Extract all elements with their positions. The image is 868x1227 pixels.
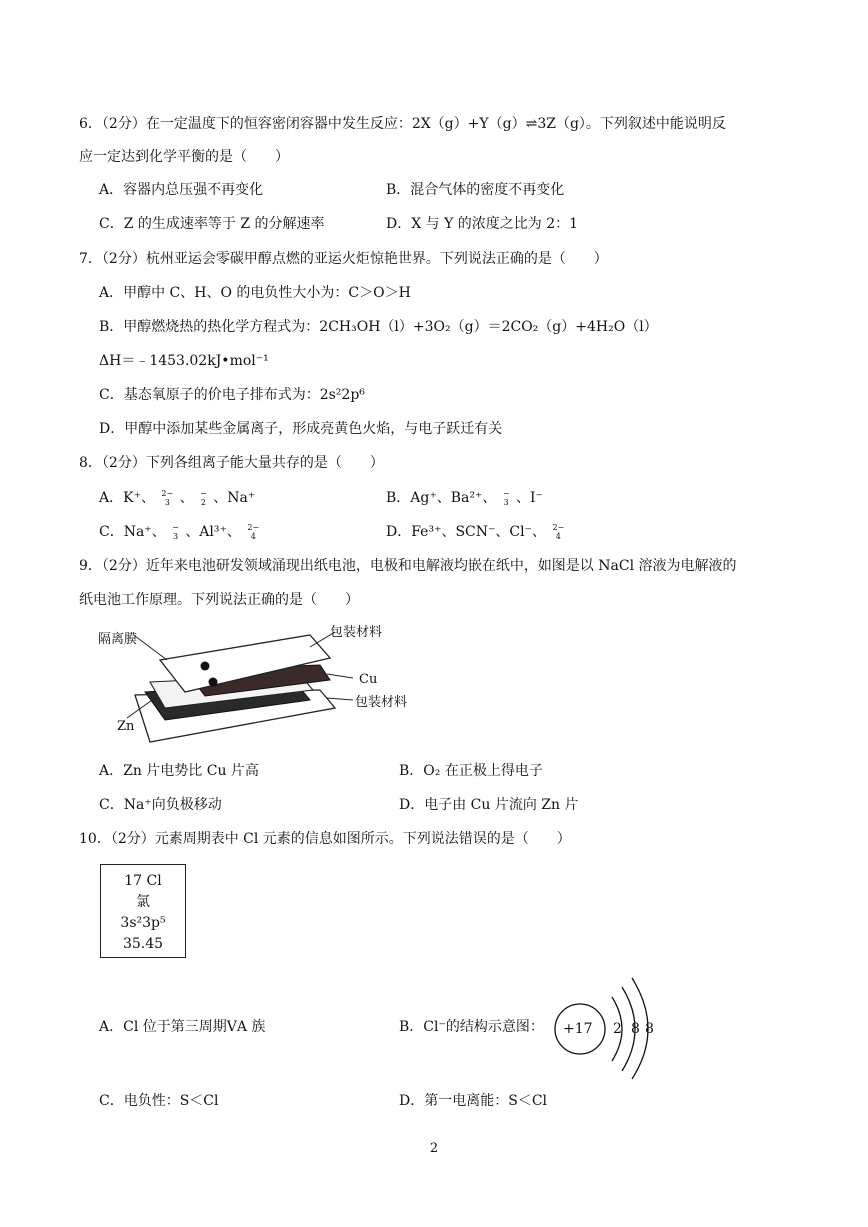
q7-option-d: D．甲醇中添加某些金属离子，形成亮黄色火焰，与电子跃迁有关 [99,421,503,437]
q6-option-c: C．Z 的生成速率等于 Z 的分解速率 [99,216,325,232]
q9-option-c: C．Na⁺向负极移动 [99,797,222,813]
element-name: 氯 [136,894,150,910]
q6-stem-line1: 6．（2分）在一定温度下的恒容密闭容器中发生反应：2X（g）+Y（g）⇌3Z（g）。下列叙述中能说明反 [79,116,726,132]
atomic-mass: 35.45 [122,936,164,952]
label-packaging-bottom: 包装材料 [355,695,408,710]
q9-option-a: A．Zn 片电势比 Cu 片高 [99,763,259,779]
q10-option-d: D．第一电离能：S＜Cl [399,1093,548,1109]
q8-stem: 8．（2分）下列各组离子能大量共存的是（ ） [79,455,384,471]
ion-fraction: − 3 [172,523,179,541]
hole [209,678,218,687]
q10-stem: 10．（2分）元素周期表中 Cl 元素的信息如图所示。下列说法错误的是（ ） [79,831,571,847]
label-packaging-top: 包装材料 [330,625,383,640]
q8-option-a: A．K⁺、 2− 3 、 − 2 、Na⁺ [99,489,256,507]
q9-stem-line2: 纸电池工作原理。下列说法正确的是（ ） [79,592,359,608]
label-membrane: 隔离膜 [98,632,138,647]
element-card-chlorine [100,864,186,958]
shell-1-count: 2 [613,1021,622,1037]
valence-configuration: 3s²3p⁵ [120,915,166,931]
element-symbol: 17 Cl [124,873,162,889]
q7-option-a: A．甲醇中 C、H、O 的电负性大小为：C＞O＞H [99,285,411,301]
q9-option-b: B．O₂ 在正极上得电子 [399,763,543,779]
q7-option-b: B．甲醇燃烧热的热化学方程式为：2CH₃OH（l）+3O₂（g）＝2CO₂（g）+4H₂O（l） [99,319,658,335]
ion-fraction: 2− 4 [247,523,260,541]
ion-fraction: 2− 3 [161,489,174,507]
q8-option-d: D．Fe³⁺、SCN⁻、Cl⁻、 2− 4 [386,523,565,541]
q10-option-a: A．Cl 位于第三周期ⅤA 族 [99,1019,266,1035]
q6-option-a: A．容器内总压强不再变化 [99,182,264,198]
q9-option-d: D．电子由 Cu 片流向 Zn 片 [399,797,579,813]
q6-option-b: B．混合气体的密度不再变化 [386,182,565,198]
q6-option-d: D．X 与 Y 的浓度之比为 2：1 [386,216,579,232]
q7-option-b-cont: ΔH＝﹣1453.02kJ•mol⁻¹ [99,353,269,369]
q7-stem: 7．（2分）杭州亚运会零碳甲醇点燃的亚运火炬惊艳世界。下列说法正确的是（ ） [79,251,608,267]
q10-option-b: B．Cl⁻的结构示意图： [399,1019,544,1035]
page-number: 2 [429,1141,439,1156]
q9-stem-line1: 9．（2分）近年来电池研发领域涌现出纸电池，电极和电解液均嵌在纸中，如图是以 NaCl 溶液为电解液的 [79,558,737,574]
label-zn: Zn [117,719,135,734]
label-cu: Cu [359,672,378,687]
q10-option-c: C．电负性：S＜Cl [99,1093,219,1109]
shell-3-count: 8 [645,1021,654,1037]
q8-option-c: C．Na⁺、 − 3 、Al³⁺、 2− 4 [99,523,260,541]
ion-fraction: − 2 [200,489,207,507]
ion-fraction: 2− 4 [552,523,565,541]
q8-option-b: B．Ag⁺、Ba²⁺、 − 3 、I⁻ [386,489,543,507]
ion-fraction: − 3 [502,489,510,507]
shell-2-count: 8 [631,1021,640,1037]
q6-stem-line2: 应一定达到化学平衡的是（ ） [79,149,289,165]
q7-option-c: C．基态氧原子的价电子排布式为：2s²2p⁶ [99,387,365,403]
nucleus-charge: +17 [563,1021,593,1037]
hole [201,662,210,671]
